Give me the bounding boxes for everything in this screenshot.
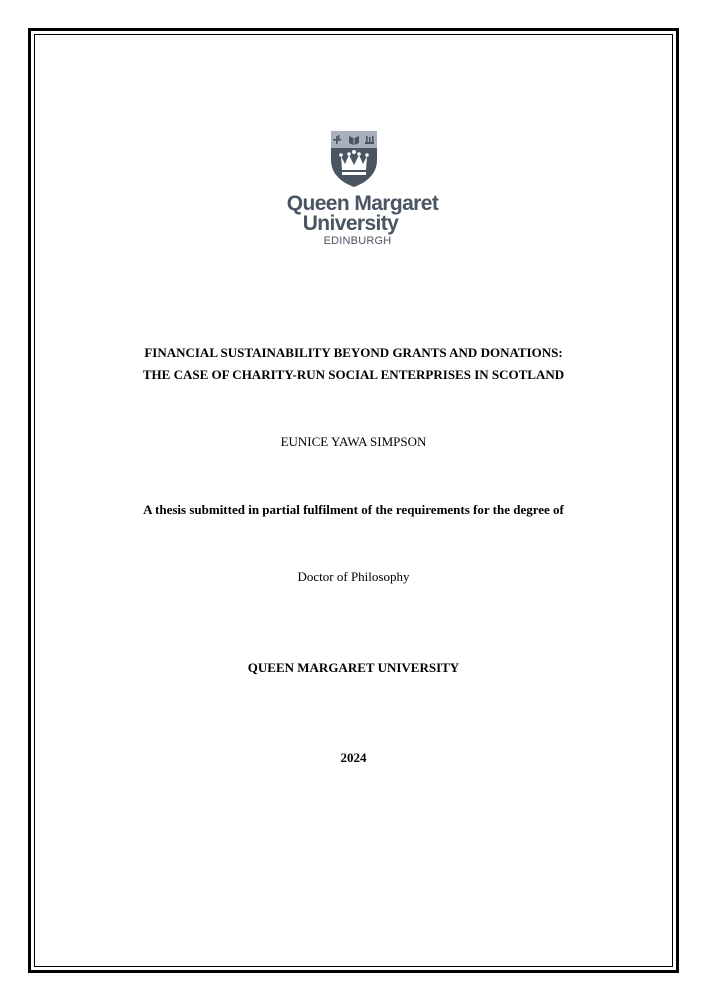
thesis-title-line2: THE CASE OF CHARITY-RUN SOCIAL ENTERPRISES IN SCOTLAND [142,367,565,382]
shield-crest-icon [330,130,378,188]
submission-year: 2024 [340,750,367,765]
degree-name: Doctor of Philosophy [297,569,410,584]
submission-statement: A thesis submitted in partial fulfilment of the requirements for the degree of [143,502,564,517]
institution-name: QUEEN MARGARET UNIVERSITY [247,660,460,675]
logo-wordmark-location: EDINBURGH [323,235,392,247]
university-logo [0,130,707,247]
logo-wordmark-line1: Queen Margaret [286,192,439,215]
logo-wordmark-line2: University [302,212,399,235]
author-name: EUNICE YAWA SIMPSON [280,434,427,449]
thesis-title-line1: FINANCIAL SUSTAINABILITY BEYOND GRANTS AND DONATIONS: [144,345,563,360]
